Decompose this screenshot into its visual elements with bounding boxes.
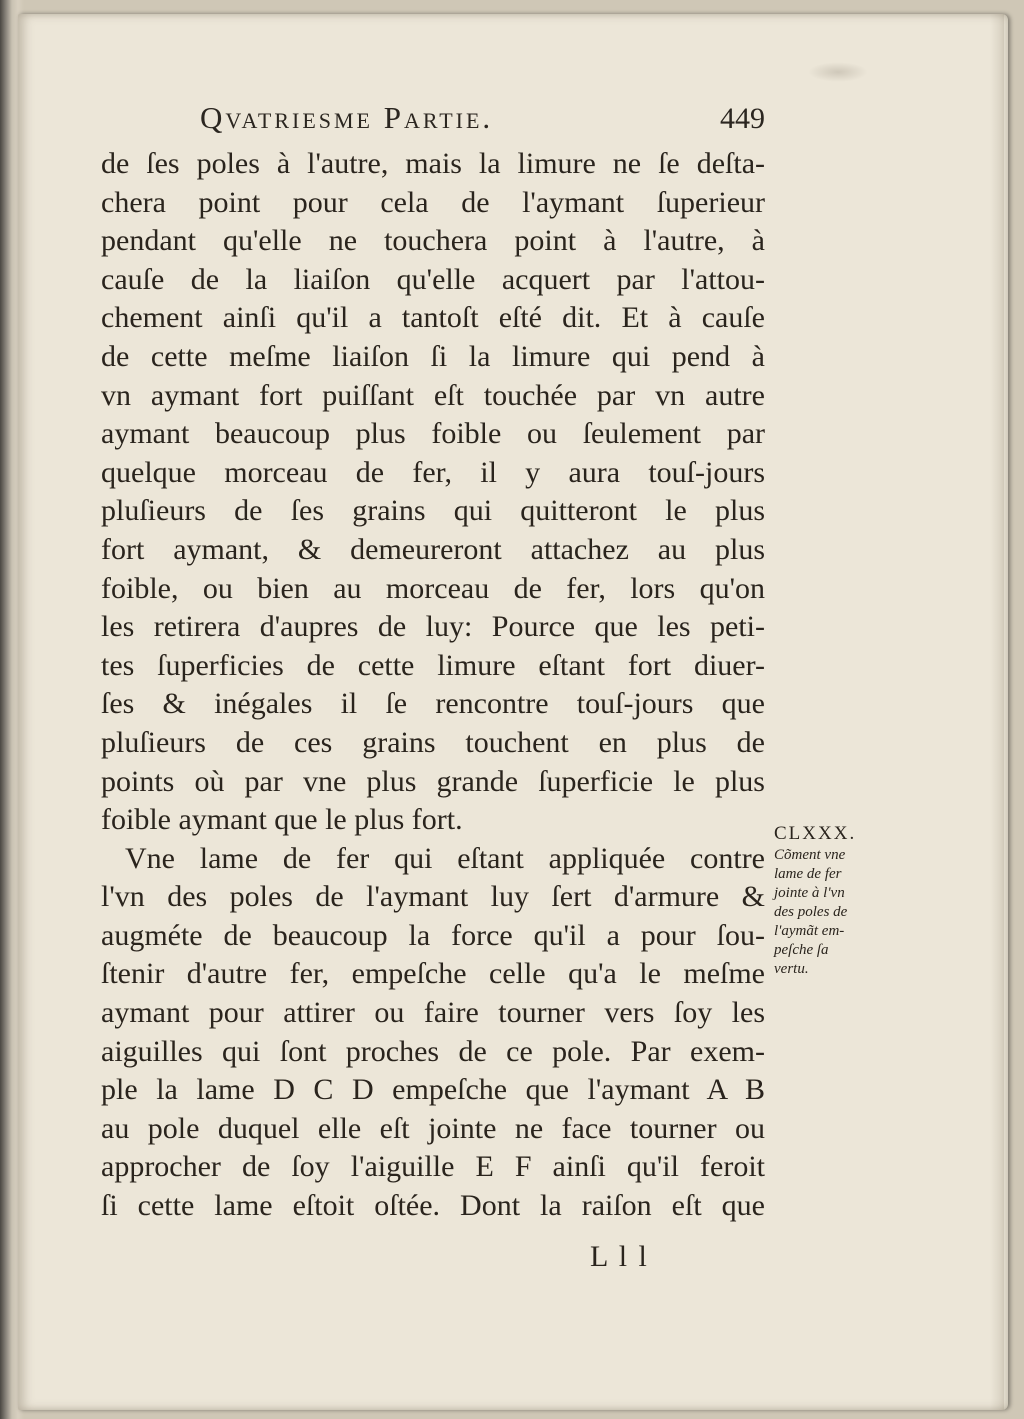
page-number: 449 [720,102,765,135]
text-line: chement ainſi qu'il a tantoſt eſté dit. Et à cauſe [101,301,765,335]
text-line: l'vn des poles de l'aymant luy ſert d'armure & [101,880,765,914]
text-line: tes ſuperficies de cette limure eſtant fort diuer- [101,648,765,682]
marginal-note-line: des poles de [774,904,848,920]
marginal-note-line: lame de fer [774,866,842,882]
text-line: pluſieurs de ces grains touchent en plus de [101,725,765,759]
paragraph-start-line: Vne lame de fer qui eſtant appliquée contre [125,841,765,875]
text-line: foible, ou bien au morceau de fer, lors qu'on [101,571,765,605]
text-line: de ſes poles à l'autre, mais la limure ne ſe deſta- [101,147,765,180]
text-line: les retirera d'aupres de luy: Pource que les peti- [101,610,765,644]
text-line: fort aymant, & demeureront attachez au plus [101,532,765,566]
text-line: cauſe de la liaiſon qu'elle acquert par l'attou- [101,262,765,296]
text-line: pluſieurs de ſes grains qui quitteront le plus [101,494,765,528]
text-line: aymant pour attirer ou faire tourner vers ſoy les [101,996,765,1030]
text-line: augméte de beaucoup la force qu'il a pour ſou- [101,918,765,952]
text-line: ſi cette lame eſtoit oſtée. Dont la raiſon eſt que [101,1189,765,1223]
text-line: chera point pour cela de l'aymant ſuperieur [101,185,765,219]
marginal-note-line: peſche ſa [774,942,829,958]
marginal-note [774,822,894,979]
text-line: pendant qu'elle ne touchera point à l'autre, à [101,224,765,258]
signature-mark: L l l [590,1240,649,1273]
text-line: foible aymant que le plus fort. [101,803,463,837]
running-title: Qvatriesme Partie. [200,100,494,135]
text-line: au pole duquel elle eſt jointe ne face tourner ou [101,1111,765,1145]
running-header [200,100,765,140]
marginal-note-line: vertu. [774,961,809,977]
text-line: aiguilles qui ſont proches de ce pole. Par exem- [101,1034,765,1068]
text-line: ſes & inégales il ſe rencontre touſ-jours que [101,687,765,721]
marginal-note-line: l'aymãt em- [774,923,845,939]
main-text-block [101,145,765,1226]
text-line: ple la lame D C D empeſche que l'aymant A B [101,1073,765,1107]
text-line: quelque morceau de fer, il y aura touſ-jours [101,455,765,489]
page-edge [990,14,1004,1410]
text-line: ſtenir d'autre fer, empeſche celle qu'a le meſme [101,957,765,991]
paper-stain [808,62,868,82]
marginal-note-line: Cõment vne [774,847,846,863]
text-line: points où par vne plus grande ſuperficie le plus [101,764,765,798]
marginal-note-number: CLXXX. [774,823,857,844]
text-line: vn aymant fort puiſſant eſt touchée par vn autre [101,378,765,412]
text-line: de cette meſme liaiſon ſi la limure qui pend à [101,339,765,373]
text-line: aymant beaucoup plus foible ou ſeulement par [101,417,765,451]
text-line: approcher de ſoy l'aiguille E F ainſi qu'il feroit [101,1150,765,1184]
marginal-note-line: jointe à l'vn [774,885,845,901]
